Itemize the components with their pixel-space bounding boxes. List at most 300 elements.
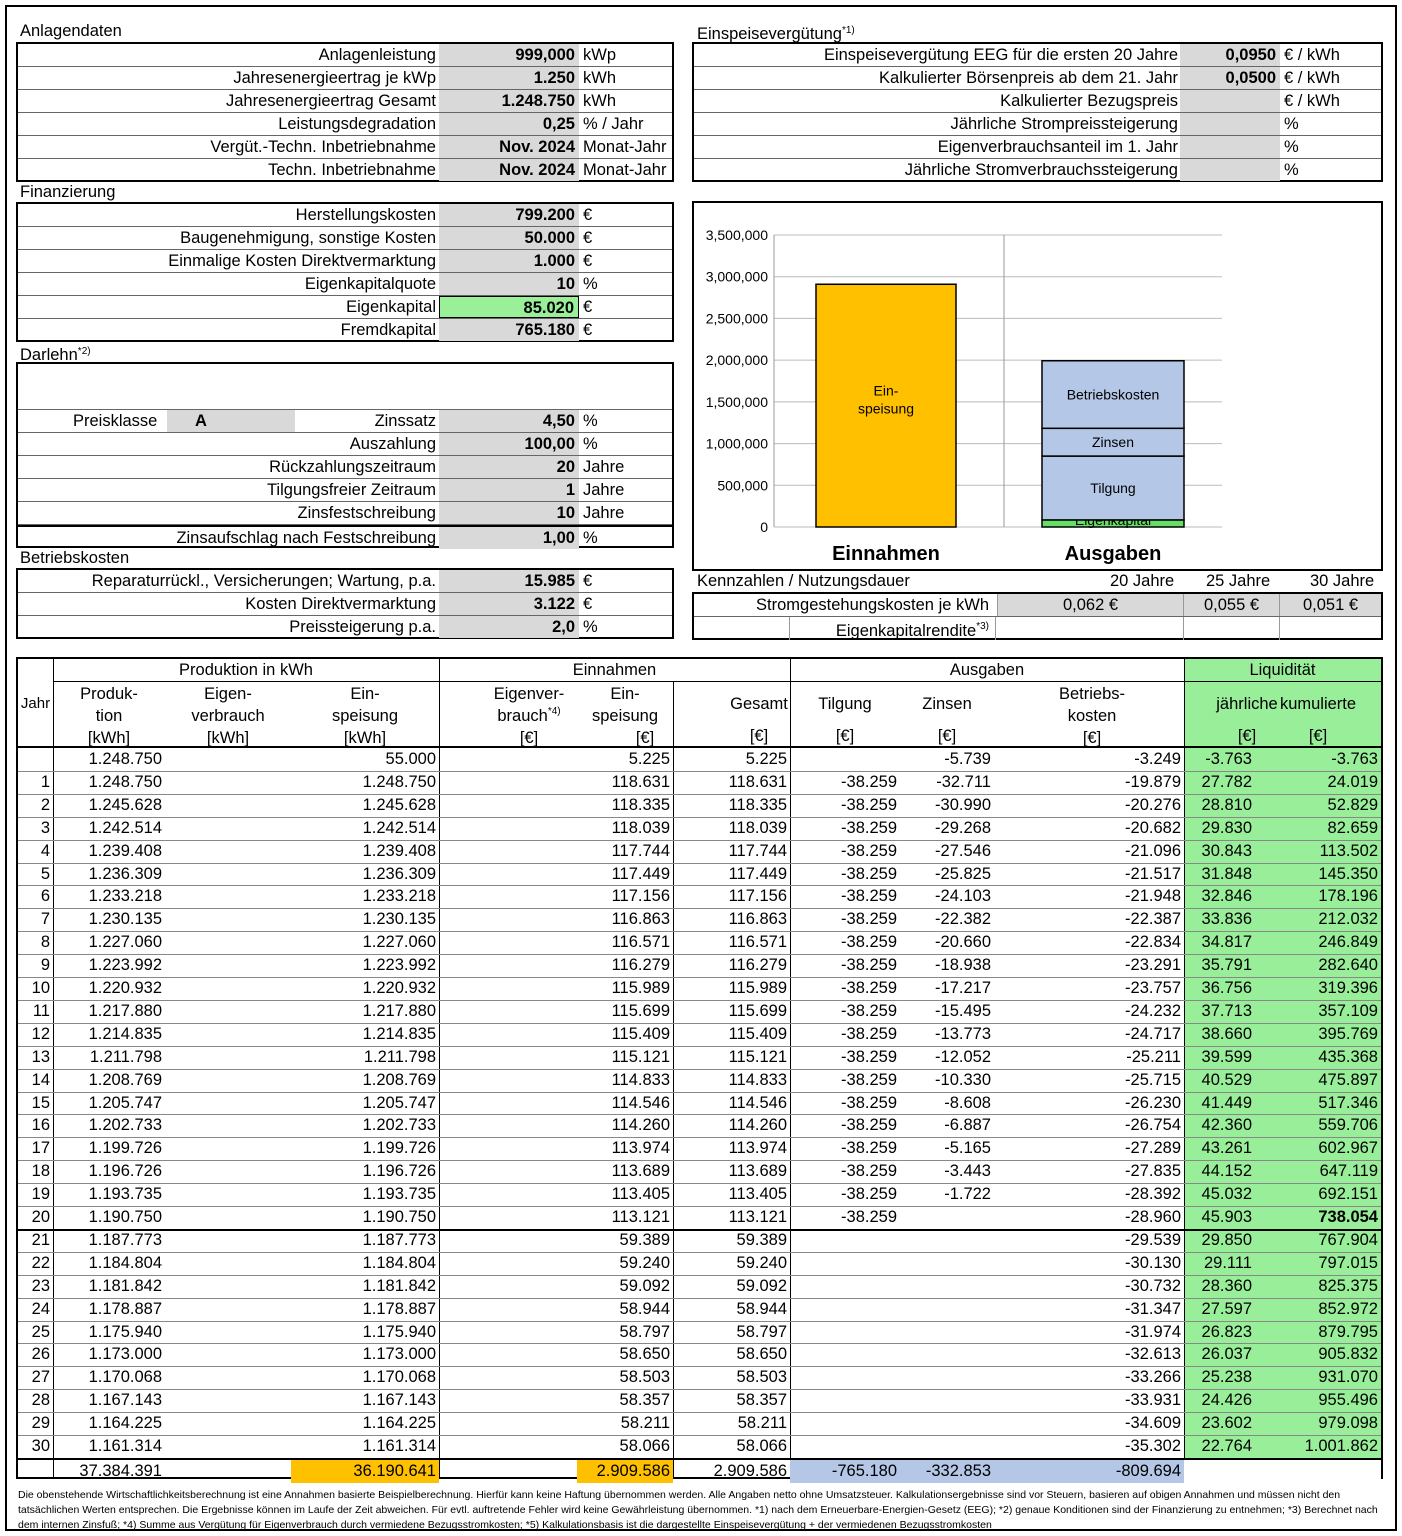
cell-produktion: 1.236.309 (88, 864, 162, 883)
cell-jaehrliche: 38.660 (1201, 1024, 1252, 1043)
kennzahlen-col-30: 30 Jahre (1310, 572, 1375, 590)
cell-zinsen: -1.722 (944, 1185, 991, 1204)
year20-rule (18, 1229, 1381, 1231)
finanzierung-row (18, 204, 672, 227)
section-title-anlagendaten: Anlagendaten (20, 22, 122, 40)
y-tick-label: 3,500,000 (705, 227, 768, 243)
cell-gesamt: 116.863 (728, 910, 787, 929)
header-jaehrliche: [€] (1237, 727, 1257, 745)
cell-gesamt: 113.689 (728, 1162, 787, 1181)
cell-eigenverbrauch_eur (439, 1298, 577, 1321)
betriebskosten-unit: € (583, 595, 593, 613)
darlehn-label: Rückzahlungszeitraum (269, 458, 436, 476)
cell-eigenverbrauch (165, 908, 291, 931)
cell-einspeisung: 1.233.218 (362, 887, 436, 906)
darlehn-value: 4,50 (439, 410, 579, 432)
anlagen-row (18, 44, 672, 67)
cell-kumulierte: 647.119 (1319, 1162, 1378, 1181)
finanzierung-unit: € (583, 298, 593, 316)
cell-zinsen (900, 1252, 994, 1275)
cell-einspeisung_eur: 115.989 (611, 979, 670, 997)
cell-produktion: 1.187.773 (88, 1230, 162, 1249)
anlagen-value: Nov. 2024 (439, 159, 579, 181)
cell-tilgung: -38.259 (841, 887, 897, 906)
darlehn-row (18, 479, 672, 502)
cell-jaehrliche: 29.850 (1201, 1230, 1252, 1249)
cell-betriebskosten: -34.609 (1125, 1414, 1181, 1433)
x-category-label: Einnahmen (832, 543, 940, 565)
darlehn-unit: Jahre (583, 458, 625, 476)
header-eigenverbrauch: verbrauch (191, 707, 265, 725)
cell-jahr: 17 (31, 1139, 50, 1158)
cell-tilgung (790, 1435, 900, 1458)
cell-betriebskosten: -26.754 (1125, 1116, 1181, 1135)
cell-jaehrliche: 35.791 (1201, 956, 1252, 975)
header-eigenverbrauch: Eigen- (204, 685, 252, 703)
finanzierung-unit: € (583, 321, 593, 339)
cell-gesamt: 116.571 (728, 933, 787, 952)
einspeise-label: Einspeisevergütung EEG für die ersten 20 Jahre (823, 46, 1178, 64)
cell-einspeisung: 1.208.769 (362, 1070, 436, 1089)
einspeise-unit: % (1284, 138, 1299, 156)
cell-produktion: 1.248.750 (88, 750, 162, 768)
finanzierung-value: 50.000 (439, 227, 579, 249)
cell-betriebskosten: -21.096 (1125, 841, 1181, 860)
finanzierung-label: Eigenkapitalquote (304, 275, 436, 293)
cell-jaehrliche: 32.846 (1201, 887, 1252, 906)
header-einspeisung-eur: [€] (635, 729, 655, 747)
cell-betriebskosten: -27.835 (1125, 1162, 1181, 1181)
cell-gesamt: 118.039 (728, 818, 787, 837)
cell-gesamt: 58.650 (736, 1345, 787, 1364)
cell-einspeisung_eur: 58.211 (620, 1414, 670, 1433)
darlehn-label: Auszahlung (349, 435, 436, 453)
cell-einspeisung_eur: 114.833 (611, 1070, 670, 1089)
group-produktion: Produktion in kWh (179, 661, 313, 679)
cell-einspeisung_eur: 115.121 (611, 1047, 670, 1066)
cell-einspeisung: 1.211.798 (363, 1047, 436, 1066)
einspeise-value: 0,0950 (1180, 44, 1280, 66)
y-tick-label: 0 (760, 519, 768, 535)
cell-einspeisung_eur: 118.039 (611, 818, 670, 837)
darlehn-row (18, 456, 672, 479)
darlehn-unit: % (583, 529, 598, 547)
cell-einspeisung_eur: 118.631 (611, 772, 670, 791)
cell-eigenverbrauch (165, 1183, 291, 1206)
cell-eigenverbrauch_eur (439, 1366, 577, 1389)
cell-kumulierte: 767.904 (1318, 1230, 1378, 1249)
bar-label: Betriebskosten (1066, 386, 1160, 403)
cell-eigenverbrauch_eur (439, 1092, 577, 1115)
cell-eigenverbrauch (165, 771, 291, 794)
cell-eigenverbrauch (165, 1092, 291, 1115)
total-einspeisung_eur: 2.909.586 (596, 1461, 670, 1480)
cell-jaehrliche: -3.763 (1205, 750, 1252, 768)
betriebskosten-row (18, 616, 672, 639)
anlagen-value: 1.248.750 (439, 90, 579, 112)
cell-betriebskosten: -25.211 (1126, 1047, 1181, 1066)
chart-container (692, 201, 1383, 571)
cell-gesamt: 58.503 (736, 1368, 787, 1387)
cell-eigenverbrauch (165, 1069, 291, 1092)
cell-kumulierte: 24.019 (1327, 772, 1378, 791)
cell-gesamt: 116.279 (728, 956, 787, 975)
header-betriebskosten: kosten (1067, 707, 1117, 725)
cell-betriebskosten: -27.289 (1125, 1139, 1181, 1158)
einspeise-label: Eigenverbrauchsanteil im 1. Jahr (937, 138, 1178, 156)
cell-kumulierte: 52.829 (1327, 795, 1378, 814)
cell-produktion: 1.170.068 (88, 1368, 162, 1387)
cell-zinsen (900, 1275, 994, 1298)
anlagen-unit: Monat-Jahr (583, 138, 667, 156)
cell-tilgung (790, 1389, 900, 1412)
group-ausgaben: Ausgaben (949, 661, 1025, 679)
cell-kumulierte: 905.832 (1318, 1345, 1378, 1364)
anlagen-unit: Monat-Jahr (583, 161, 667, 179)
cell-jahr (18, 748, 53, 771)
anlagen-label: Anlagenleistung (318, 46, 436, 64)
cell-jahr: 19 (31, 1185, 50, 1204)
cell-einspeisung: 1.190.750 (362, 1208, 436, 1226)
cell-eigenverbrauch (165, 1160, 291, 1183)
cell-zinsen: -10.330 (935, 1070, 991, 1089)
cell-kumulierte: 517.346 (1318, 1093, 1378, 1112)
einspeise-value (1180, 113, 1280, 135)
einspeise-unit: € / kWh (1284, 46, 1340, 64)
cell-kumulierte: 319.396 (1318, 979, 1378, 997)
einspeise-unit: € / kWh (1284, 69, 1340, 87)
cell-betriebskosten: -23.757 (1125, 979, 1181, 997)
cell-tilgung: -38.259 (841, 818, 897, 837)
cell-einspeisung: 1.245.628 (362, 795, 436, 814)
cell-eigenverbrauch (165, 817, 291, 840)
cell-jaehrliche: 22.764 (1201, 1437, 1252, 1455)
cell-betriebskosten: -20.276 (1125, 795, 1181, 814)
anlagen-unit: kWh (583, 69, 616, 87)
cell-eigenverbrauch_eur (439, 908, 577, 931)
cell-kumulierte: 955.496 (1318, 1391, 1378, 1410)
einspeise-unit: % (1284, 161, 1299, 179)
cell-zinsen (900, 1435, 994, 1458)
anlagen-label: Jahresenergieertrag je kWp (233, 69, 436, 87)
cell-kumulierte: 395.769 (1318, 1024, 1378, 1043)
cell-kumulierte: 931.070 (1318, 1368, 1378, 1387)
cell-betriebskosten: -31.974 (1125, 1322, 1181, 1341)
y-tick-label: 2,000,000 (705, 352, 768, 369)
cell-eigenverbrauch_eur (439, 1000, 577, 1023)
header-text: brauch (497, 707, 548, 725)
cell-produktion: 1.184.804 (88, 1253, 162, 1272)
cell-gesamt: 59.092 (736, 1276, 787, 1295)
einspeise-value (1180, 90, 1280, 112)
cell-einspeisung: 1.217.880 (362, 1001, 436, 1020)
cell-jaehrliche: 25.238 (1201, 1368, 1252, 1387)
header-jaehrliche: jährliche (1216, 695, 1278, 713)
cell-einspeisung: 1.184.804 (362, 1253, 436, 1272)
cell-tilgung: -38.259 (841, 1116, 897, 1135)
cell-tilgung: -38.259 (841, 910, 897, 929)
total-produktion: 37.384.391 (79, 1461, 162, 1480)
cell-eigenverbrauch (165, 885, 291, 908)
cell-jahr: 24 (31, 1299, 50, 1318)
cell-produktion: 1.173.000 (88, 1345, 162, 1364)
header-einspeisung-eur: speisung (591, 707, 659, 725)
cell-zinsen: -30.990 (935, 795, 991, 814)
y-tick-label: 1,500,000 (705, 393, 768, 410)
header-einspeisung: [kWh] (343, 729, 387, 747)
darlehn-unit: % (583, 412, 598, 430)
darlehn-value: 100,00 (439, 433, 579, 455)
cell-zinsen (900, 1412, 994, 1435)
cell-produktion: 1.196.726 (88, 1162, 162, 1181)
anlagen-value: 0,25 (439, 113, 579, 135)
cell-kumulierte: -3.763 (1331, 750, 1378, 768)
header-eigenverbrauch: [kWh] (206, 729, 250, 747)
bar-label: Tilgung (1090, 479, 1136, 496)
anlagen-value: 1.250 (439, 67, 579, 89)
cell-produktion: 1.199.726 (88, 1139, 162, 1158)
header-divider (53, 681, 1381, 682)
darlehn-box (16, 362, 674, 548)
anlagen-value: Nov. 2024 (439, 136, 579, 158)
total-betriebskosten: -809.694 (1115, 1461, 1181, 1480)
cell-betriebskosten: -28.392 (1125, 1185, 1181, 1204)
cell-jaehrliche: 26.823 (1201, 1322, 1252, 1341)
cell-zinsen: -20.660 (935, 933, 991, 952)
darlehn-unit: Jahre (583, 481, 625, 499)
cell-jaehrliche: 23.602 (1201, 1414, 1252, 1433)
cell-kumulierte: 145.350 (1318, 864, 1378, 883)
cell-betriebskosten: -28.960 (1125, 1208, 1181, 1226)
finanzierung-label: Eigenkapital (346, 298, 436, 316)
cell-einspeisung: 1.161.314 (362, 1437, 436, 1455)
cell-tilgung: -38.259 (841, 1139, 897, 1158)
finanzierung-value: 1.000 (439, 250, 579, 272)
cell-tilgung: -38.259 (841, 772, 897, 791)
cell-produktion: 1.208.769 (88, 1070, 162, 1089)
cell-produktion: 1.205.747 (88, 1093, 162, 1112)
cell-produktion: 1.245.628 (88, 795, 162, 814)
cell-kumulierte: 559.706 (1318, 1116, 1378, 1135)
cell-einspeisung_eur: 116.279 (611, 956, 670, 975)
cell-einspeisung_eur: 58.944 (619, 1299, 670, 1318)
cell-eigenverbrauch_eur (439, 931, 577, 954)
kennzahlen-row-stromgestehung (694, 594, 1381, 617)
header-kumulierte: kumulierte (1279, 695, 1357, 713)
cell-jaehrliche: 44.152 (1201, 1162, 1252, 1181)
cell-einspeisung_eur: 116.863 (611, 910, 670, 929)
betriebskosten-value: 15.985 (439, 570, 579, 592)
header-eigenverbrauch-eur: Eigenver- (493, 685, 565, 703)
cell-zinsen (900, 1206, 994, 1229)
cell-kumulierte: 1.001.862 (1304, 1437, 1378, 1455)
cell-betriebskosten: -22.834 (1125, 933, 1181, 952)
darlehn-label: Tilgungsfreier Zeitraum (266, 481, 436, 499)
finanzierung-box (16, 202, 674, 342)
cell-produktion: 1.227.060 (88, 933, 162, 952)
betriebskosten-row (18, 593, 672, 616)
anlagen-row (18, 90, 672, 113)
cell-zinsen: -15.495 (935, 1001, 991, 1020)
darlehn-label: Zinsaufschlag nach Festschreibung (176, 529, 436, 547)
darlehn-value: 1,00 (439, 527, 579, 549)
cell-eigenverbrauch (165, 977, 291, 1000)
finanzierung-label: Fremdkapital (340, 321, 436, 339)
cell-kumulierte: 797.015 (1318, 1253, 1378, 1272)
cell-kumulierte: 738.054 (1318, 1208, 1378, 1226)
cell-produktion: 1.248.750 (88, 772, 162, 791)
cell-tilgung: -38.259 (841, 933, 897, 952)
cell-eigenverbrauch_eur (439, 885, 577, 908)
anlagen-label: Leistungsdegradation (278, 115, 436, 133)
cell-einspeisung_eur: 59.092 (619, 1276, 670, 1295)
cell-zinsen: -29.268 (935, 818, 991, 837)
cell-betriebskosten: -35.302 (1125, 1437, 1181, 1455)
cell-jaehrliche: 29.830 (1201, 818, 1252, 837)
cell-produktion: 1.223.992 (88, 956, 162, 975)
darlehn-value: 20 (439, 456, 579, 478)
cell-tilgung (790, 1412, 900, 1435)
cell-einspeisung_eur: 113.689 (611, 1162, 670, 1181)
cell-jaehrliche: 27.782 (1201, 772, 1252, 791)
anlagen-row (18, 159, 672, 182)
cell-jahr: 13 (31, 1047, 50, 1066)
cell-jaehrliche: 28.360 (1201, 1276, 1252, 1295)
cell-jahr: 28 (31, 1391, 50, 1410)
header-tilgung: [€] (835, 727, 855, 745)
cell-jaehrliche: 42.360 (1201, 1116, 1252, 1135)
cell-zinsen: -13.773 (935, 1024, 991, 1043)
y-tick-label: 2,500,000 (705, 310, 768, 327)
cell-jahr: 11 (32, 1001, 50, 1020)
betriebskosten-unit: % (583, 618, 598, 636)
cell-einspeisung: 55.000 (385, 750, 436, 768)
finanzierung-unit: % (583, 275, 598, 293)
cell-gesamt: 117.156 (728, 887, 787, 906)
cell-einspeisung: 1.173.000 (362, 1345, 436, 1364)
darlehn-row (18, 433, 672, 456)
cell-einspeisung_eur: 59.389 (619, 1230, 670, 1249)
einspeise-value: 0,0500 (1180, 67, 1280, 89)
cell-gesamt: 58.211 (737, 1414, 787, 1433)
cell-eigenverbrauch_eur (439, 977, 577, 1000)
cell-einspeisung: 1.227.060 (362, 933, 436, 952)
cell-betriebskosten: -21.948 (1125, 887, 1181, 906)
cell-eigenverbrauch_eur (439, 771, 577, 794)
cell-eigenverbrauch (165, 1343, 291, 1366)
header-jahr: Jahr (20, 695, 51, 712)
cell-eigenverbrauch_eur (439, 1229, 577, 1252)
cell-eigenverbrauch (165, 1412, 291, 1435)
betriebskosten-label: Reparaturrückl., Versicherungen; Wartung, p.a. (91, 572, 436, 590)
finanzierung-row (18, 227, 672, 250)
cell-einspeisung_eur: 114.260 (611, 1116, 670, 1135)
cell-einspeisung: 1.196.726 (362, 1162, 436, 1181)
cell-betriebskosten: -33.931 (1125, 1391, 1181, 1410)
bar-label: speisung (857, 400, 915, 417)
cell-einspeisung: 1.205.747 (362, 1093, 436, 1112)
cell-eigenverbrauch_eur (439, 1206, 577, 1229)
total-einspeisung: 36.190.641 (353, 1461, 436, 1480)
header-einspeisung: Ein- (350, 685, 380, 703)
betriebskosten-row (18, 570, 672, 593)
cell-eigenverbrauch_eur (439, 1343, 577, 1366)
einspeise-value (1180, 136, 1280, 158)
anlagen-label: Techn. Inbetriebnahme (268, 161, 436, 179)
cell-jaehrliche: 45.903 (1201, 1208, 1252, 1226)
cell-produktion: 1.178.887 (88, 1299, 162, 1318)
cell-jaehrliche: 24.426 (1201, 1391, 1252, 1410)
kennzahlen-value-30: 0,051 € (1279, 594, 1381, 616)
total-zinsen: -332.853 (925, 1461, 991, 1480)
cell-einspeisung_eur: 113.405 (611, 1185, 670, 1204)
cell-jahr: 18 (31, 1162, 50, 1181)
cell-kumulierte: 475.897 (1318, 1070, 1378, 1089)
einspeise-label: Kalkulierter Bezugspreis (1000, 92, 1178, 110)
cell-einspeisung: 1.178.887 (362, 1299, 436, 1318)
cell-eigenverbrauch (165, 794, 291, 817)
cell-zinsen: -25.825 (935, 864, 991, 883)
cell-eigenverbrauch_eur (439, 817, 577, 840)
cell-zinsen: -12.052 (935, 1047, 991, 1066)
cell-betriebskosten: -19.879 (1125, 772, 1181, 791)
cell-jahr: 14 (31, 1070, 50, 1089)
kennzahlen-divider (1279, 617, 1280, 640)
cell-kumulierte: 435.368 (1318, 1047, 1378, 1066)
stacked-bar-chart (694, 203, 1381, 569)
einspeise-row (694, 90, 1381, 113)
header-produktion: tion (95, 707, 123, 725)
cell-eigenverbrauch_eur (439, 863, 577, 886)
cell-eigenverbrauch (165, 1137, 291, 1160)
cell-jahr: 25 (31, 1322, 50, 1341)
kennzahlen-col-20: 20 Jahre (1110, 572, 1175, 590)
darlehn-label: Zinssatz (374, 412, 436, 430)
finanzierung-row (18, 250, 672, 273)
cell-jaehrliche: 36.756 (1201, 979, 1252, 997)
cell-kumulierte: 246.849 (1318, 933, 1378, 952)
cell-betriebskosten: -29.539 (1125, 1230, 1181, 1249)
einspeise-unit: % (1284, 115, 1299, 133)
darlehn-row (18, 502, 672, 525)
cell-jahr: 15 (31, 1093, 50, 1112)
cell-einspeisung: 1.170.068 (362, 1368, 436, 1387)
cell-betriebskosten: -26.230 (1125, 1093, 1181, 1112)
cell-einspeisung_eur: 115.409 (611, 1024, 670, 1043)
cell-jaehrliche: 30.843 (1201, 841, 1252, 860)
darlehn-row (18, 410, 672, 433)
cell-tilgung (790, 1275, 900, 1298)
group-liquiditaet: Liquidität (1249, 661, 1316, 679)
cell-jahr: 6 (40, 887, 50, 906)
cell-eigenverbrauch_eur (439, 1435, 577, 1458)
finanzierung-value: 799.200 (439, 204, 579, 226)
cell-eigenverbrauch (165, 1389, 291, 1412)
cell-einspeisung: 1.167.143 (362, 1391, 436, 1410)
cell-tilgung (790, 1366, 900, 1389)
cell-einspeisung_eur: 113.974 (611, 1139, 670, 1158)
cell-eigenverbrauch_eur (439, 1412, 577, 1435)
anlagen-row (18, 67, 672, 90)
cell-einspeisung: 1.202.733 (362, 1116, 436, 1135)
total-jahr (18, 1460, 53, 1483)
darlehn-value: 1 (439, 479, 579, 501)
header-produktion: Produk- (80, 685, 138, 703)
kennzahlen-row-ekrendite (694, 617, 1381, 640)
cell-produktion: 1.161.314 (88, 1437, 162, 1455)
total-tilgung: -765.180 (831, 1461, 897, 1480)
section-title-finanzierung: Finanzierung (20, 183, 116, 201)
